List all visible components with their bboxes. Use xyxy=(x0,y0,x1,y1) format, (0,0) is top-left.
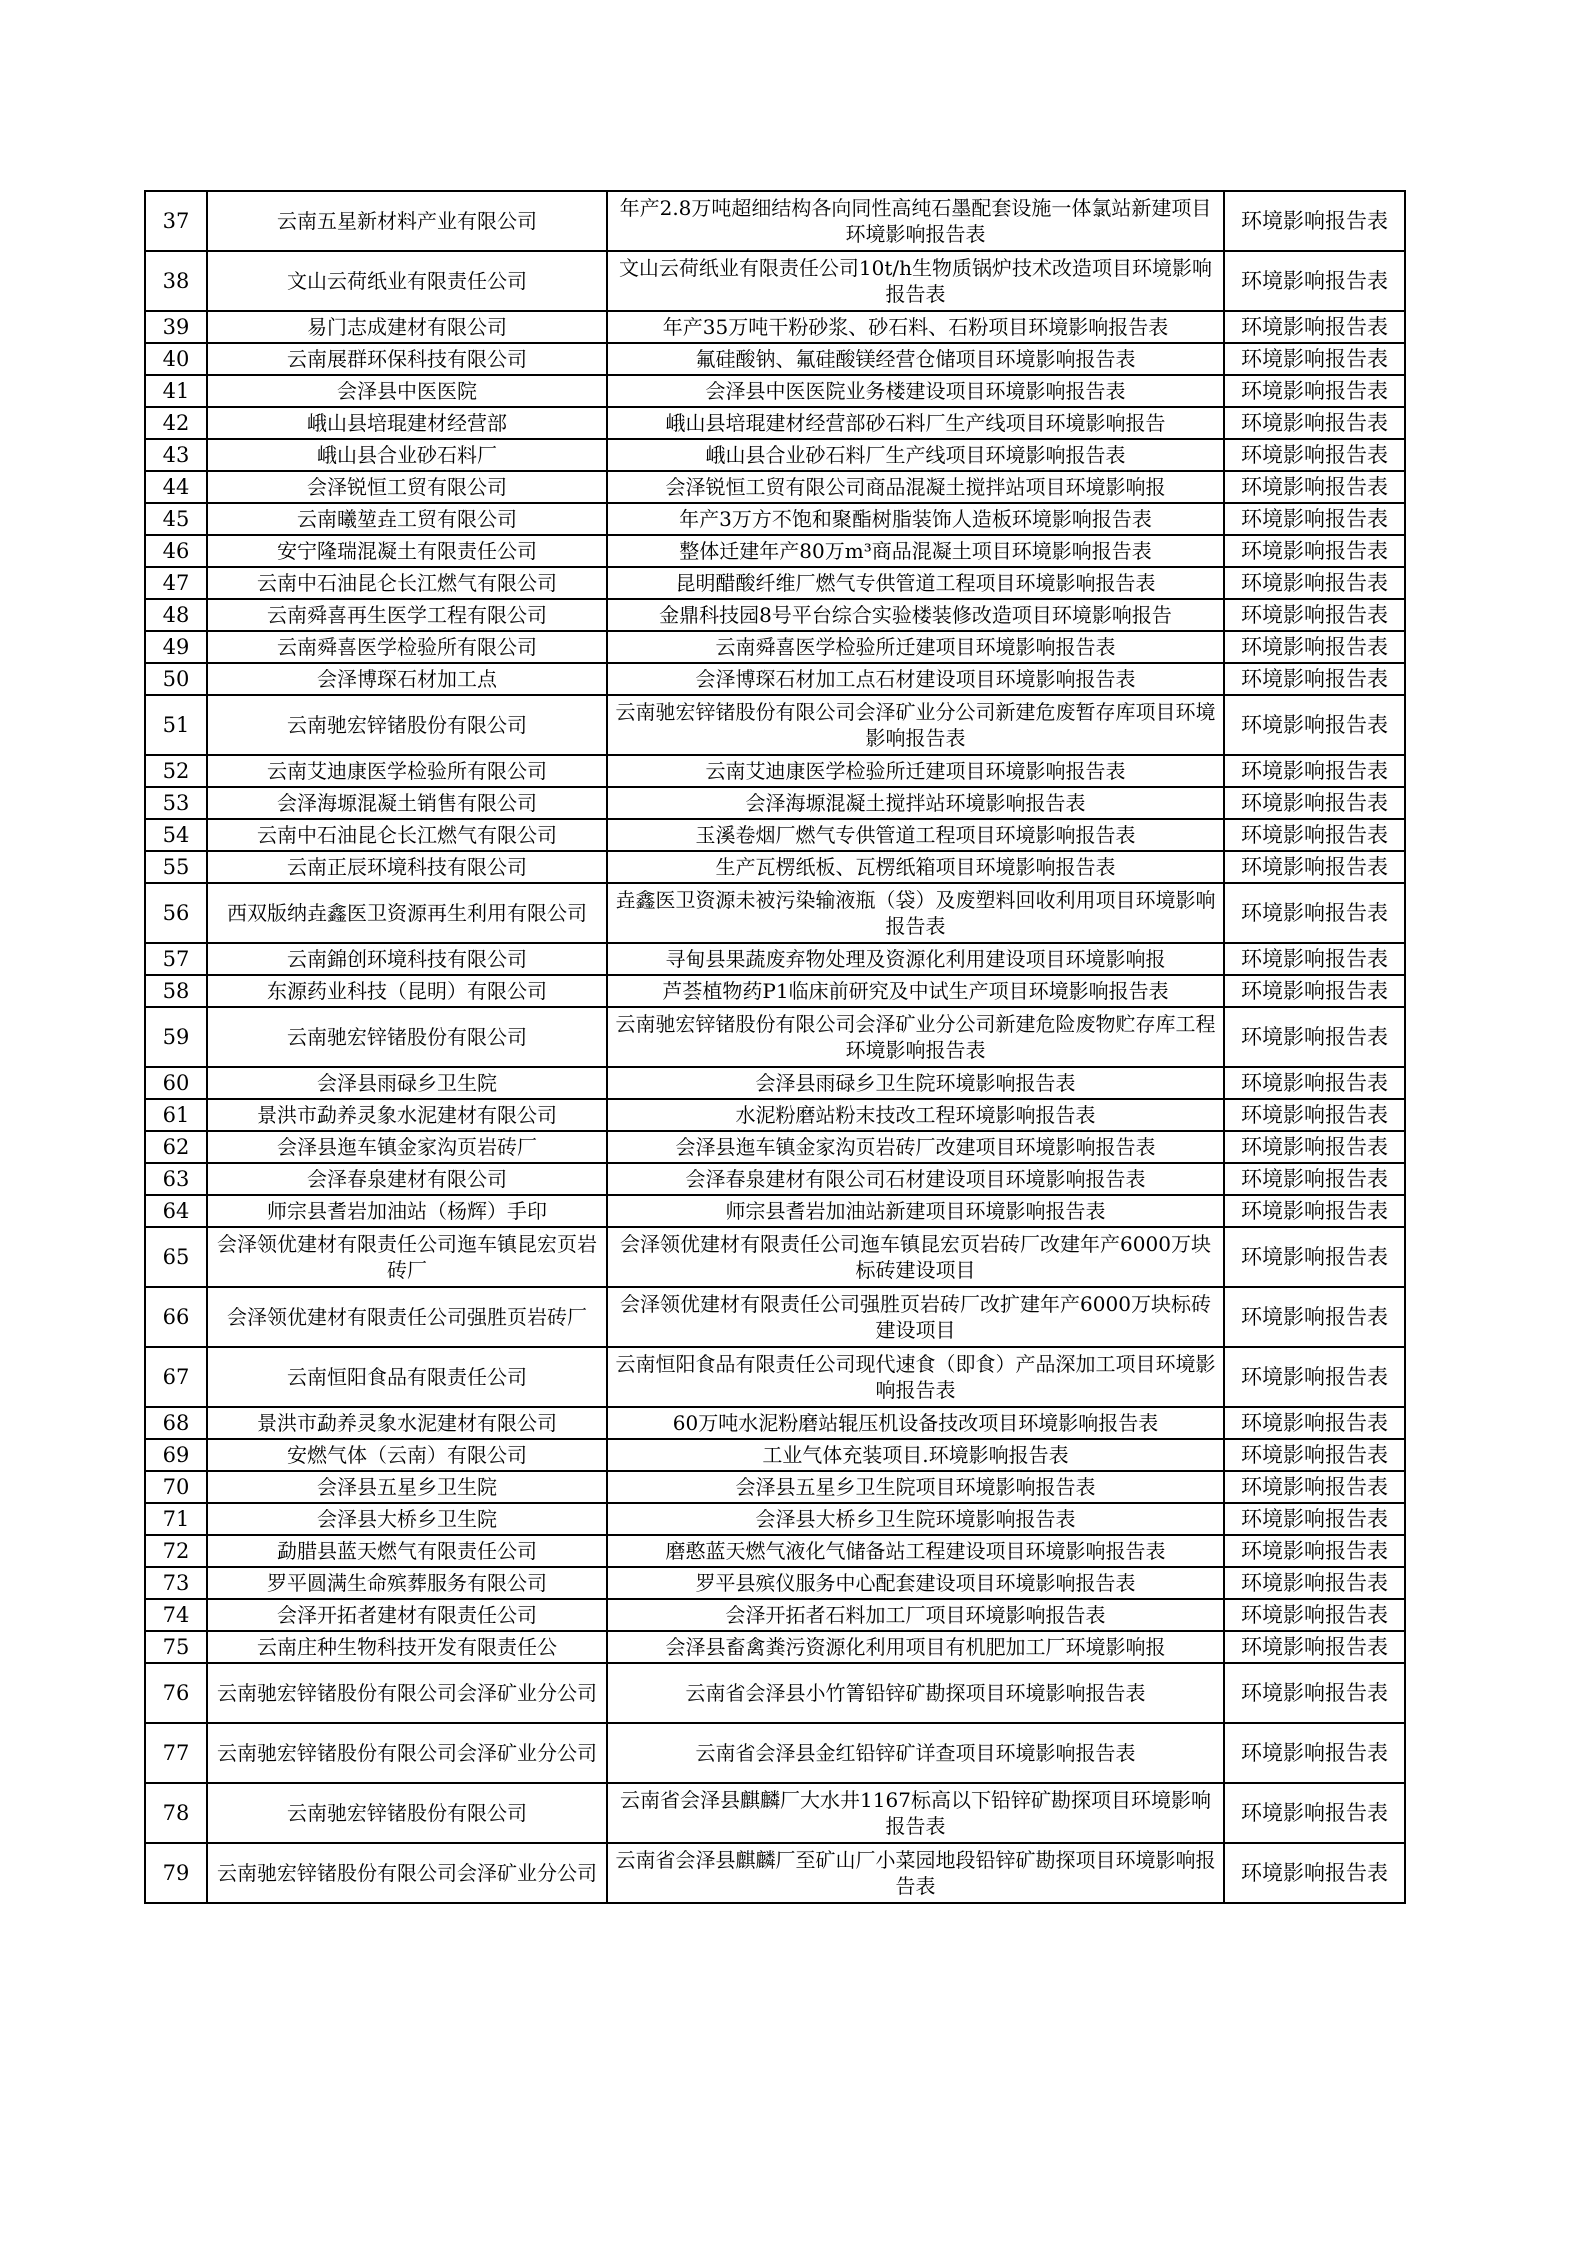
table-row xyxy=(145,787,1405,819)
table-row xyxy=(145,1195,1405,1227)
document-type: 环境影响报告表 xyxy=(1224,1631,1405,1663)
project-name: 云南省会泽县小竹箐铅锌矿勘探项目环境影响报告表 xyxy=(607,1663,1224,1723)
row-number: 78 xyxy=(145,1783,207,1843)
table-row xyxy=(145,1099,1405,1131)
row-number: 56 xyxy=(145,883,207,943)
company-name: 会泽开拓者建材有限责任公司 xyxy=(207,1599,607,1631)
company-name: 云南五星新材料产业有限公司 xyxy=(207,191,607,251)
row-number: 70 xyxy=(145,1471,207,1503)
company-name: 云南驰宏锌锗股份有限公司会泽矿业分公司 xyxy=(207,1663,607,1723)
document-type: 环境影响报告表 xyxy=(1224,631,1405,663)
project-name: 会泽领优建材有限责任公司强胜页岩砖厂改扩建年产6000万块标砖建设项目 xyxy=(607,1287,1224,1347)
document-type: 环境影响报告表 xyxy=(1224,599,1405,631)
row-number: 38 xyxy=(145,251,207,311)
row-number: 68 xyxy=(145,1407,207,1439)
table-row xyxy=(145,343,1405,375)
row-number: 42 xyxy=(145,407,207,439)
project-name: 师宗县耆岩加油站新建项目环境影响报告表 xyxy=(607,1195,1224,1227)
table-row xyxy=(145,631,1405,663)
table-row xyxy=(145,191,1405,251)
row-number: 76 xyxy=(145,1663,207,1723)
project-name: 昆明醋酸纤维厂燃气专供管道工程项目环境影响报告表 xyxy=(607,567,1224,599)
company-name: 安宁隆瑞混凝土有限责任公司 xyxy=(207,535,607,567)
table-row xyxy=(145,471,1405,503)
company-name: 易门志成建材有限公司 xyxy=(207,311,607,343)
table-row xyxy=(145,755,1405,787)
table-row xyxy=(145,599,1405,631)
project-name: 水泥粉磨站粉末技改工程环境影响报告表 xyxy=(607,1099,1224,1131)
document-type: 环境影响报告表 xyxy=(1224,311,1405,343)
company-name: 文山云荷纸业有限责任公司 xyxy=(207,251,607,311)
project-name: 氟硅酸钠、氟硅酸镁经营仓储项目环境影响报告表 xyxy=(607,343,1224,375)
row-number: 67 xyxy=(145,1347,207,1407)
company-name: 云南中石油昆仑长江燃气有限公司 xyxy=(207,567,607,599)
row-number: 64 xyxy=(145,1195,207,1227)
table-row xyxy=(145,503,1405,535)
company-name: 景洪市勐养灵象水泥建材有限公司 xyxy=(207,1099,607,1131)
document-type: 环境影响报告表 xyxy=(1224,535,1405,567)
company-name: 会泽领优建材有限责任公司强胜页岩砖厂 xyxy=(207,1287,607,1347)
row-number: 74 xyxy=(145,1599,207,1631)
row-number: 52 xyxy=(145,755,207,787)
company-name: 云南驰宏锌锗股份有限公司 xyxy=(207,1007,607,1067)
project-name: 云南艾迪康医学检验所迁建项目环境影响报告表 xyxy=(607,755,1224,787)
table-row xyxy=(145,251,1405,311)
project-name: 会泽开拓者石料加工厂项目环境影响报告表 xyxy=(607,1599,1224,1631)
row-number: 49 xyxy=(145,631,207,663)
row-number: 43 xyxy=(145,439,207,471)
company-name: 云南驰宏锌锗股份有限公司 xyxy=(207,1783,607,1843)
company-name: 云南錦创环境科技有限公司 xyxy=(207,943,607,975)
project-name: 云南驰宏锌锗股份有限公司会泽矿业分公司新建危险废物贮存库工程环境影响报告表 xyxy=(607,1007,1224,1067)
document-type: 环境影响报告表 xyxy=(1224,251,1405,311)
table-row xyxy=(145,819,1405,851)
project-name: 会泽领优建材有限责任公司迤车镇昆宏页岩砖厂改建年产6000万块标砖建设项目 xyxy=(607,1227,1224,1287)
document-type: 环境影响报告表 xyxy=(1224,1195,1405,1227)
table-row xyxy=(145,1407,1405,1439)
document-type: 环境影响报告表 xyxy=(1224,1783,1405,1843)
document-type: 环境影响报告表 xyxy=(1224,567,1405,599)
document-type: 环境影响报告表 xyxy=(1224,343,1405,375)
table-row xyxy=(145,1567,1405,1599)
company-name: 会泽海塬混凝土销售有限公司 xyxy=(207,787,607,819)
row-number: 46 xyxy=(145,535,207,567)
company-name: 会泽县雨碌乡卫生院 xyxy=(207,1067,607,1099)
project-name: 会泽县雨碌乡卫生院环境影响报告表 xyxy=(607,1067,1224,1099)
document-type: 环境影响报告表 xyxy=(1224,407,1405,439)
document-type: 环境影响报告表 xyxy=(1224,1723,1405,1783)
table-row xyxy=(145,975,1405,1007)
project-name: 会泽县中医医院业务楼建设项目环境影响报告表 xyxy=(607,375,1224,407)
document-type: 环境影响报告表 xyxy=(1224,503,1405,535)
project-name: 金鼎科技园8号平台综合实验楼装修改造项目环境影响报告 xyxy=(607,599,1224,631)
project-name: 云南舜喜医学检验所迁建项目环境影响报告表 xyxy=(607,631,1224,663)
document-type: 环境影响报告表 xyxy=(1224,663,1405,695)
table-row xyxy=(145,439,1405,471)
document-type: 环境影响报告表 xyxy=(1224,787,1405,819)
company-name: 会泽县五星乡卫生院 xyxy=(207,1471,607,1503)
company-name: 西双版纳垚鑫医卫资源再生利用有限公司 xyxy=(207,883,607,943)
document-type: 环境影响报告表 xyxy=(1224,191,1405,251)
row-number: 40 xyxy=(145,343,207,375)
table-row xyxy=(145,1599,1405,1631)
row-number: 63 xyxy=(145,1163,207,1195)
project-name: 年产2.8万吨超细结构各向同性高纯石墨配套设施一体氯站新建项目环境影响报告表 xyxy=(607,191,1224,251)
row-number: 41 xyxy=(145,375,207,407)
document-type: 环境影响报告表 xyxy=(1224,1131,1405,1163)
row-number: 39 xyxy=(145,311,207,343)
document-type: 环境影响报告表 xyxy=(1224,1439,1405,1471)
company-name: 云南曦堃垚工贸有限公司 xyxy=(207,503,607,535)
table-row xyxy=(145,407,1405,439)
document-type: 环境影响报告表 xyxy=(1224,1503,1405,1535)
project-name: 会泽县迤车镇金家沟页岩砖厂改建项目环境影响报告表 xyxy=(607,1131,1224,1163)
table-row xyxy=(145,1663,1405,1723)
project-name: 生产瓦楞纸板、瓦楞纸箱项目环境影响报告表 xyxy=(607,851,1224,883)
table-row xyxy=(145,1471,1405,1503)
row-number: 37 xyxy=(145,191,207,251)
document-type: 环境影响报告表 xyxy=(1224,1163,1405,1195)
project-name: 云南省会泽县麒麟厂至矿山厂小菜园地段铅锌矿勘探项目环境影响报告表 xyxy=(607,1843,1224,1903)
row-number: 72 xyxy=(145,1535,207,1567)
table-row xyxy=(145,663,1405,695)
company-name: 云南正辰环境科技有限公司 xyxy=(207,851,607,883)
project-name: 寻甸县果蔬废弃物处理及资源化利用建设项目环境影响报 xyxy=(607,943,1224,975)
table-row xyxy=(145,1843,1405,1903)
company-name: 罗平圆满生命殡葬服务有限公司 xyxy=(207,1567,607,1599)
document-type: 环境影响报告表 xyxy=(1224,471,1405,503)
row-number: 48 xyxy=(145,599,207,631)
project-name: 云南恒阳食品有限责任公司现代速食（即食）产品深加工项目环境影响报告表 xyxy=(607,1347,1224,1407)
table-row xyxy=(145,1723,1405,1783)
document-type: 环境影响报告表 xyxy=(1224,1599,1405,1631)
table-row xyxy=(145,1067,1405,1099)
document-type: 环境影响报告表 xyxy=(1224,851,1405,883)
row-number: 59 xyxy=(145,1007,207,1067)
row-number: 62 xyxy=(145,1131,207,1163)
row-number: 51 xyxy=(145,695,207,755)
document-type: 环境影响报告表 xyxy=(1224,819,1405,851)
project-name: 峨山县合业砂石料厂生产线项目环境影响报告表 xyxy=(607,439,1224,471)
company-name: 会泽县中医医院 xyxy=(207,375,607,407)
document-type: 环境影响报告表 xyxy=(1224,1099,1405,1131)
project-name: 云南省会泽县金红铅锌矿详查项目环境影响报告表 xyxy=(607,1723,1224,1783)
project-name: 会泽春泉建材有限公司石材建设项目环境影响报告表 xyxy=(607,1163,1224,1195)
row-number: 75 xyxy=(145,1631,207,1663)
company-name: 安燃气体（云南）有限公司 xyxy=(207,1439,607,1471)
row-number: 60 xyxy=(145,1067,207,1099)
row-number: 50 xyxy=(145,663,207,695)
company-name: 云南展群环保科技有限公司 xyxy=(207,343,607,375)
company-name: 云南恒阳食品有限责任公司 xyxy=(207,1347,607,1407)
project-name: 会泽锐恒工贸有限公司商品混凝土搅拌站项目环境影响报 xyxy=(607,471,1224,503)
project-name: 文山云荷纸业有限责任公司10t/h生物质锅炉技术改造项目环境影响报告表 xyxy=(607,251,1224,311)
document-type: 环境影响报告表 xyxy=(1224,439,1405,471)
row-number: 57 xyxy=(145,943,207,975)
row-number: 65 xyxy=(145,1227,207,1287)
document-type: 环境影响报告表 xyxy=(1224,1471,1405,1503)
project-name: 年产3万方不饱和聚酯树脂装饰人造板环境影响报告表 xyxy=(607,503,1224,535)
project-name: 会泽县畜禽粪污资源化利用项目有机肥加工厂环境影响报 xyxy=(607,1631,1224,1663)
company-name: 云南驰宏锌锗股份有限公司 xyxy=(207,695,607,755)
document-type: 环境影响报告表 xyxy=(1224,1227,1405,1287)
row-number: 58 xyxy=(145,975,207,1007)
table-row xyxy=(145,1439,1405,1471)
table-row xyxy=(145,1007,1405,1067)
row-number: 66 xyxy=(145,1287,207,1347)
table-row xyxy=(145,375,1405,407)
row-number: 71 xyxy=(145,1503,207,1535)
project-name: 峨山县培琨建材经营部砂石料厂生产线项目环境影响报告 xyxy=(607,407,1224,439)
company-name: 峨山县培琨建材经营部 xyxy=(207,407,607,439)
project-name: 60万吨水泥粉磨站辊压机设备技改项目环境影响报告表 xyxy=(607,1407,1224,1439)
project-name: 磨憨蓝天燃气液化气储备站工程建设项目环境影响报告表 xyxy=(607,1535,1224,1567)
company-name: 东源药业科技（昆明）有限公司 xyxy=(207,975,607,1007)
table-row xyxy=(145,943,1405,975)
company-name: 云南舜喜再生医学工程有限公司 xyxy=(207,599,607,631)
document-type: 环境影响报告表 xyxy=(1224,1567,1405,1599)
company-name: 会泽领优建材有限责任公司迤车镇昆宏页岩砖厂 xyxy=(207,1227,607,1287)
document-type: 环境影响报告表 xyxy=(1224,1535,1405,1567)
project-name: 年产35万吨干粉砂浆、砂石料、石粉项目环境影响报告表 xyxy=(607,311,1224,343)
project-name: 垚鑫医卫资源未被污染输液瓶（袋）及废塑料回收利用项目环境影响报告表 xyxy=(607,883,1224,943)
document-type: 环境影响报告表 xyxy=(1224,695,1405,755)
project-name: 罗平县殡仪服务中心配套建设项目环境影响报告表 xyxy=(607,1567,1224,1599)
table-row xyxy=(145,1287,1405,1347)
row-number: 69 xyxy=(145,1439,207,1471)
table-row xyxy=(145,1347,1405,1407)
company-name: 云南中石油昆仑长江燃气有限公司 xyxy=(207,819,607,851)
company-name: 会泽县迤车镇金家沟页岩砖厂 xyxy=(207,1131,607,1163)
table-row xyxy=(145,695,1405,755)
project-name: 会泽博琛石材加工点石材建设项目环境影响报告表 xyxy=(607,663,1224,695)
table-row xyxy=(145,567,1405,599)
row-number: 61 xyxy=(145,1099,207,1131)
company-name: 会泽县大桥乡卫生院 xyxy=(207,1503,607,1535)
company-name: 峨山县合业砂石料厂 xyxy=(207,439,607,471)
document-type: 环境影响报告表 xyxy=(1224,1067,1405,1099)
company-name: 师宗县耆岩加油站（杨辉）手印 xyxy=(207,1195,607,1227)
table-row xyxy=(145,1535,1405,1567)
row-number: 45 xyxy=(145,503,207,535)
document-type: 环境影响报告表 xyxy=(1224,1407,1405,1439)
project-name: 芦荟植物药P1临床前研究及中试生产项目环境影响报告表 xyxy=(607,975,1224,1007)
row-number: 77 xyxy=(145,1723,207,1783)
row-number: 79 xyxy=(145,1843,207,1903)
table-row xyxy=(145,1503,1405,1535)
table-row xyxy=(145,1227,1405,1287)
row-number: 47 xyxy=(145,567,207,599)
document-type: 环境影响报告表 xyxy=(1224,975,1405,1007)
project-name: 整体迁建年产80万m³商品混凝土项目环境影响报告表 xyxy=(607,535,1224,567)
company-name: 会泽锐恒工贸有限公司 xyxy=(207,471,607,503)
row-number: 54 xyxy=(145,819,207,851)
document-type: 环境影响报告表 xyxy=(1224,755,1405,787)
project-name: 会泽县大桥乡卫生院环境影响报告表 xyxy=(607,1503,1224,1535)
table-row xyxy=(145,883,1405,943)
table-row xyxy=(145,1163,1405,1195)
table-body xyxy=(145,191,1405,1903)
table-row xyxy=(145,1783,1405,1843)
document-type: 环境影响报告表 xyxy=(1224,1347,1405,1407)
company-name: 云南驰宏锌锗股份有限公司会泽矿业分公司 xyxy=(207,1723,607,1783)
document-type: 环境影响报告表 xyxy=(1224,883,1405,943)
document-type: 环境影响报告表 xyxy=(1224,1287,1405,1347)
company-name: 景洪市勐养灵象水泥建材有限公司 xyxy=(207,1407,607,1439)
project-name: 云南省会泽县麒麟厂大水井1167标高以下铅锌矿勘探项目环境影响报告表 xyxy=(607,1783,1224,1843)
document-type: 环境影响报告表 xyxy=(1224,1843,1405,1903)
company-name: 云南庄种生物科技开发有限责任公 xyxy=(207,1631,607,1663)
row-number: 53 xyxy=(145,787,207,819)
company-name: 云南驰宏锌锗股份有限公司会泽矿业分公司 xyxy=(207,1843,607,1903)
table-row xyxy=(145,1631,1405,1663)
project-name: 工业气体充装项目.环境影响报告表 xyxy=(607,1439,1224,1471)
company-name: 云南舜喜医学检验所有限公司 xyxy=(207,631,607,663)
row-number: 73 xyxy=(145,1567,207,1599)
table-row xyxy=(145,311,1405,343)
company-name: 会泽春泉建材有限公司 xyxy=(207,1163,607,1195)
project-name: 云南驰宏锌锗股份有限公司会泽矿业分公司新建危废暂存库项目环境影响报告表 xyxy=(607,695,1224,755)
document-type: 环境影响报告表 xyxy=(1224,1007,1405,1067)
row-number: 55 xyxy=(145,851,207,883)
project-name: 会泽县五星乡卫生院项目环境影响报告表 xyxy=(607,1471,1224,1503)
table-row xyxy=(145,535,1405,567)
table-row xyxy=(145,1131,1405,1163)
project-name: 玉溪卷烟厂燃气专供管道工程项目环境影响报告表 xyxy=(607,819,1224,851)
company-name: 会泽博琛石材加工点 xyxy=(207,663,607,695)
table-row xyxy=(145,851,1405,883)
row-number: 44 xyxy=(145,471,207,503)
document-type: 环境影响报告表 xyxy=(1224,1663,1405,1723)
company-name: 勐腊县蓝天燃气有限责任公司 xyxy=(207,1535,607,1567)
approval-table xyxy=(144,190,1406,1904)
company-name: 云南艾迪康医学检验所有限公司 xyxy=(207,755,607,787)
project-name: 会泽海塬混凝土搅拌站环境影响报告表 xyxy=(607,787,1224,819)
document-type: 环境影响报告表 xyxy=(1224,375,1405,407)
document-type: 环境影响报告表 xyxy=(1224,943,1405,975)
